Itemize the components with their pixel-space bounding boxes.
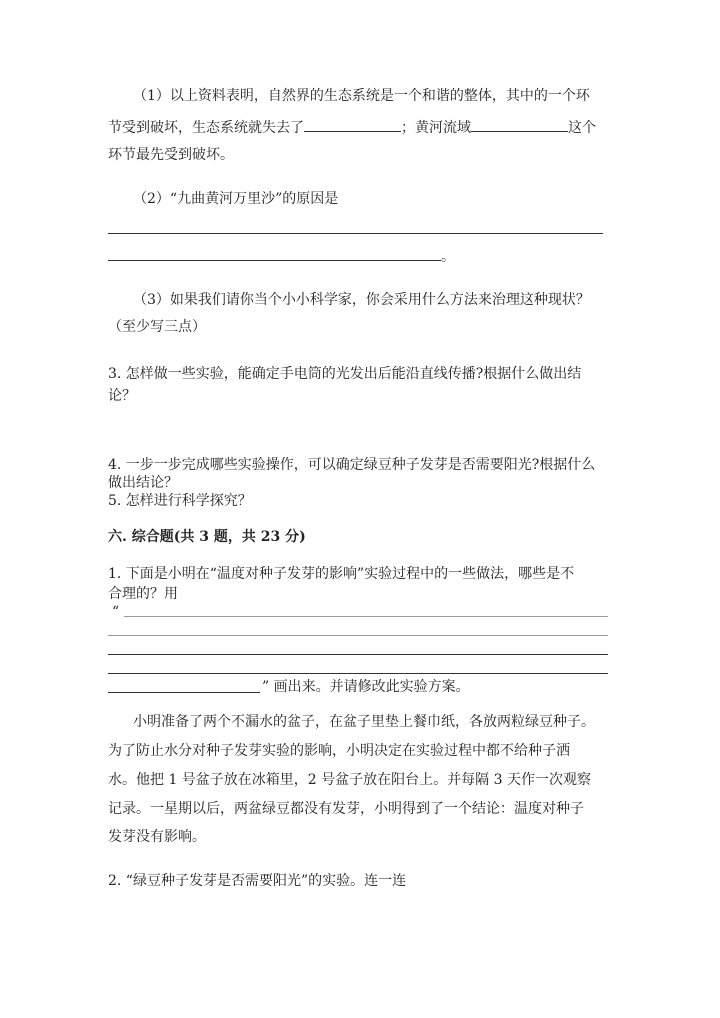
s6-q2-line1: 2. “绿豆种子发芽是否需要阳光”的实验。连一连 xyxy=(108,873,407,889)
answer-line-4[interactable] xyxy=(108,635,608,636)
q4-line1: 4. 一步一步完成哪些实验操作，可以确定绿豆种子发芽是否需要阳光?根据什么 xyxy=(108,457,596,473)
answer-line-2[interactable] xyxy=(108,260,441,261)
s6-q1-line2: 合理的？用 xyxy=(108,586,178,602)
answer-line-7[interactable] xyxy=(108,692,260,693)
answer-line-5[interactable] xyxy=(108,654,608,655)
s6-q1-para-5: 发芽没有影响。 xyxy=(108,829,206,845)
q1-2-line1: （2）“九曲黄河万里沙”的原因是 xyxy=(133,191,339,207)
q1-3-line1: （3）如果我们请你当个小小科学家，你会采用什么方法来治理这种现状？ xyxy=(133,292,590,308)
answer-line-3[interactable] xyxy=(124,616,608,617)
q3-line1: 3. 怎样做一些实验，能确定手电筒的光发出后能沿直线传播?根据什么做出结 xyxy=(108,366,582,382)
q4-line2: 做出结论？ xyxy=(108,475,178,491)
q1-1-text-a: 节受到破坏，生态系统就失去了 xyxy=(108,120,304,136)
answer-line-6[interactable] xyxy=(108,673,608,674)
section6-title: 六. 综合题(共 3 题，共 23 分) xyxy=(108,529,306,545)
q3-line2: 论？ xyxy=(108,388,136,404)
s6-q1-line1: 1. 下面是小明在“温度对种子发芽的影响”实验过程中的一些做法，哪些是不 xyxy=(108,566,575,582)
answer-blank-ecosystem[interactable] xyxy=(304,116,401,132)
q1-1-line1: （1）以上资料表明，自然界的生态系统是一个和谐的整体，其中的一个环 xyxy=(133,88,590,104)
s6-q1-para-1: 小明准备了两个不漏水的盆子，在盆子里垫上餐巾纸，各放两粒绿豆种子。 xyxy=(133,714,595,730)
s6-q1-para-4: 记录。一星期以后，两盆绿豆都没有发芽，小明得到了一个结论：温度对种子 xyxy=(108,801,584,817)
q5-line1: 5. 怎样进行科学探究？ xyxy=(108,493,252,509)
q1-1-text-b: ；黄河流域 xyxy=(401,120,471,136)
q1-1-line2 xyxy=(108,116,596,138)
answer-blank-yellow-river[interactable] xyxy=(471,116,568,132)
q1-2-end-mark: 。 xyxy=(441,249,455,265)
s6-q1-para-2: 为了防止水分对种子发芽实验的影响，小明决定在实验过程中都不给种子洒 xyxy=(108,743,570,759)
answer-line-1[interactable] xyxy=(108,233,603,234)
s6-q1-para-3: 水。他把 1 号盆子放在冰箱里，2 号盆子放在阳台上。并每隔 3 天作一次观察 xyxy=(108,772,591,788)
q1-1-line3: 环节最先受到破坏。 xyxy=(108,147,234,163)
q1-1-text-c: 这个 xyxy=(568,120,596,136)
q1-3-line2: （至少写三点） xyxy=(108,319,206,335)
s6-q1-line-end: ” 画出来。并请修改此实验方案。 xyxy=(262,679,470,695)
s6-q1-open-quote: “ xyxy=(112,604,120,620)
